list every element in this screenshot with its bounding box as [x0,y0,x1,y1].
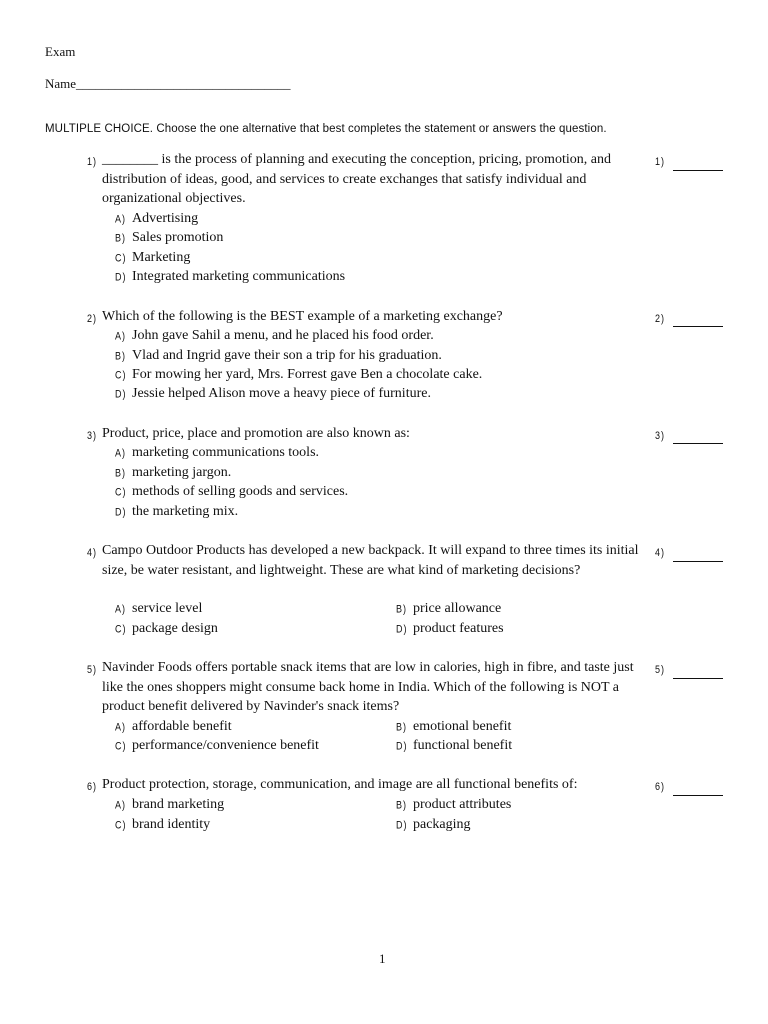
answer-number: 6) [655,779,666,793]
exam-label: Exam [45,44,76,59]
page-number: 1 [379,951,386,966]
option-d[interactable] [115,502,238,523]
option-c[interactable] [115,736,319,757]
option-a[interactable] [115,326,434,347]
option-label: C) [115,739,127,753]
option-d[interactable] [396,815,471,836]
option-text: performance/convenience benefit [132,738,319,753]
option-c[interactable] [115,482,348,503]
option-label: D) [115,270,127,284]
option-c[interactable] [115,815,210,836]
answer-blank[interactable] [673,561,723,562]
option-text: marketing communications tools. [132,445,320,460]
option-c[interactable] [115,365,482,386]
question-number: 1) [87,154,98,168]
option-label: A) [115,446,126,460]
question-text: Product protection, storage, communication, and image are all functional benefits of: [102,777,578,792]
option-b[interactable] [115,228,223,249]
option-label: A) [115,798,126,812]
option-label: D) [396,818,408,832]
question-text: Which of the following is the BEST example of a marketing exchange? [102,309,503,324]
option-a[interactable] [115,795,224,816]
question-text: ________ is the process of planning and executing the conception, pricing, promotion, and distribution of ideas, good, and services to create exchanges that satisfy individual and organizational objectives. [102,152,611,206]
option-text: affordable benefit [132,719,232,734]
question-number: 6) [87,779,98,793]
option-label: B) [396,602,407,616]
option-text: product features [413,621,504,636]
option-label: C) [115,622,127,636]
option-a[interactable] [115,599,202,620]
question-number: 2) [87,311,98,325]
answer-blank[interactable] [673,678,723,679]
option-text: Marketing [132,250,191,265]
answer-blank[interactable] [673,326,723,327]
option-text: Vlad and Ingrid gave their son a trip for his graduation. [132,348,442,363]
question-text: Campo Outdoor Products has developed a new backpack. It will expand to three times its initial size, be water resistant, and lightweight. These are what kind of marketing decisions? [102,543,639,578]
name-field[interactable]: Name_________________________________ [45,76,291,91]
option-text: Integrated marketing communications [132,269,346,284]
option-b[interactable] [115,463,231,484]
option-text: marketing jargon. [132,465,232,480]
option-label: B) [396,720,407,734]
option-label: B) [115,231,126,245]
option-text: brand marketing [132,797,225,812]
option-label: C) [115,485,127,499]
option-label: D) [396,739,408,753]
option-text: Jessie helped Alison move a heavy piece of furniture. [132,386,431,401]
option-text: methods of selling goods and services. [132,484,349,499]
instructions: MULTIPLE CHOICE. Choose the one alternative that best completes the statement or answers the question. [45,123,607,135]
answer-number: 1) [655,154,666,168]
option-text: Advertising [132,211,199,226]
option-d[interactable] [396,736,512,757]
answer-blank[interactable] [673,170,723,171]
option-label: B) [115,349,126,363]
option-label: C) [115,818,127,832]
option-label: A) [115,212,126,226]
option-a[interactable] [115,717,232,738]
option-b[interactable] [115,346,442,367]
option-d[interactable] [115,384,431,405]
option-label: D) [115,387,127,401]
option-label: D) [115,505,127,519]
question-number: 5) [87,662,98,676]
option-text: service level [132,601,203,616]
question-text: Navinder Foods offers portable snack items that are low in calories, high in fibre, and taste just like the ones shoppers might consume back home in India. Which of the following is NOT a product benefit delivered by Navinder's snack items? [102,660,634,714]
option-label: B) [115,466,126,480]
answer-blank[interactable] [673,795,723,796]
question-number: 3) [87,428,98,442]
option-text: Sales promotion [132,230,224,245]
option-text: price allowance [413,601,502,616]
option-label: B) [396,798,407,812]
option-b[interactable] [396,717,511,738]
option-text: the marketing mix. [132,504,239,519]
option-b[interactable] [396,795,511,816]
option-label: A) [115,602,126,616]
option-text: emotional benefit [413,719,512,734]
option-label: C) [115,368,127,382]
option-d[interactable] [396,619,504,640]
option-d[interactable] [115,267,345,288]
answer-number: 4) [655,545,666,559]
answer-blank[interactable] [673,443,723,444]
option-label: C) [115,251,127,265]
option-text: functional benefit [413,738,513,753]
option-text: product attributes [413,797,512,812]
question-text: Product, price, place and promotion are also known as: [102,426,410,441]
answer-number: 3) [655,428,666,442]
option-c[interactable] [115,619,218,640]
answer-number: 5) [655,662,666,676]
answer-number: 2) [655,311,666,325]
option-label: A) [115,329,126,343]
option-label: D) [396,622,408,636]
option-text: For mowing her yard, Mrs. Forrest gave Ben a chocolate cake. [132,367,483,382]
option-text: John gave Sahil a menu, and he placed his food order. [132,328,434,343]
option-b[interactable] [396,599,501,620]
option-text: packaging [413,817,471,832]
option-text: brand identity [132,817,211,832]
option-label: A) [115,720,126,734]
question-number: 4) [87,545,98,559]
option-text: package design [132,621,218,636]
option-a[interactable] [115,443,319,464]
